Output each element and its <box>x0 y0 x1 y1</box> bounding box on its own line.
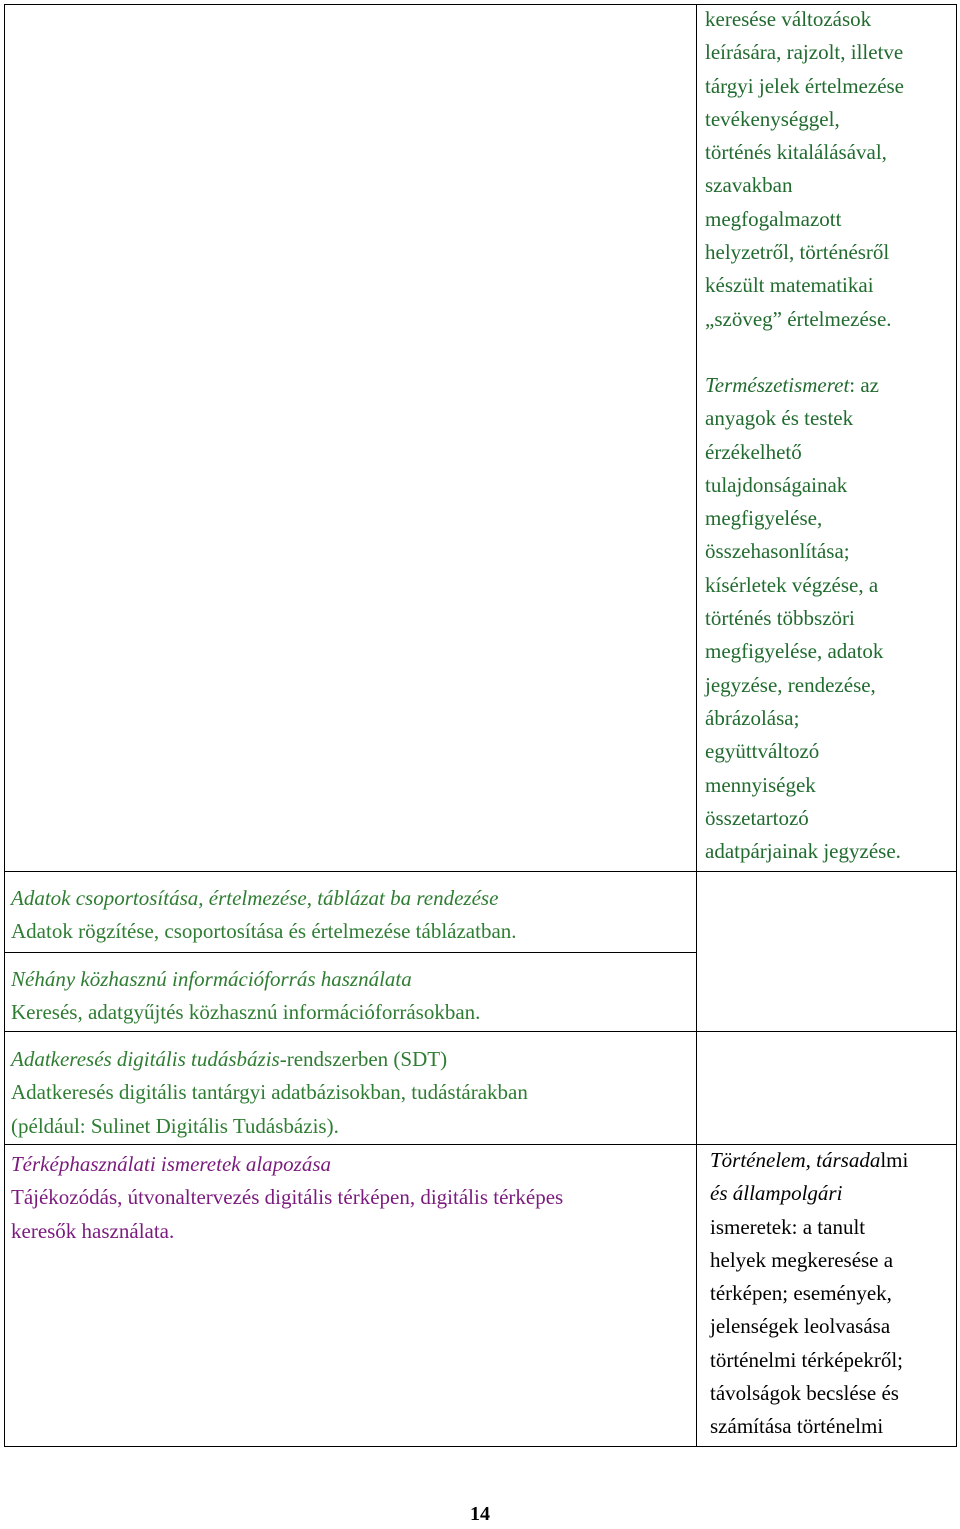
history-heading-line-2: és állampolgári <box>710 1181 843 1206</box>
text-line: megfigyelése, adatok <box>705 639 884 664</box>
text-line: történés többszöri <box>705 606 855 631</box>
block-digital-knowledge-base <box>11 1043 528 1143</box>
text-line: jelenségek leolvasása <box>710 1314 891 1339</box>
block-data-grouping <box>11 882 517 949</box>
block-title: Adatok csoportosítása, értelmezése, táblázat ba rendezése <box>11 886 499 910</box>
text-line: ismeretek: a tanult <box>710 1214 866 1239</box>
text-line: történés kitalálásával, <box>705 140 887 165</box>
block-text: Adatok rögzítése, csoportosítása és értelmezése táblázatban. <box>11 919 517 944</box>
science-description <box>705 369 901 868</box>
text-line: leírására, rajzolt, illetve <box>705 40 904 65</box>
text-line: mennyiségek <box>705 772 816 797</box>
block-text: keresők használata. <box>11 1218 175 1243</box>
history-label-rest: lmi <box>880 1148 909 1172</box>
column-divider <box>696 4 697 1447</box>
text-line: készült matematikai <box>705 273 874 298</box>
text-line: történelmi térképekről; <box>710 1347 904 1372</box>
text-line: összehasonlítása; <box>705 539 850 564</box>
text-line: összetartozó <box>705 805 809 830</box>
text-line: „szöveg” értelmezése. <box>705 306 892 331</box>
text-line: megfigyelése, <box>705 506 823 531</box>
history-description <box>710 1144 908 1444</box>
row-divider-3 <box>4 1031 957 1032</box>
text-line: anyagok és testek <box>705 406 854 431</box>
table-border-left <box>4 4 5 1447</box>
history-heading-line-1 <box>710 1144 908 1177</box>
text-line: helyzetről, történésről <box>705 240 890 265</box>
block-title: Néhány közhasznú információforrás használata <box>11 967 412 991</box>
block-text: (például: Sulinet Digitális Tudásbázis). <box>11 1113 339 1138</box>
text-line: adatpárjainak jegyzése. <box>705 839 901 864</box>
text-line: térképen; események, <box>710 1281 892 1306</box>
block-text: Adatkeresés digitális tantárgyi adatbázisokban, tudástárakban <box>11 1080 528 1105</box>
text-line: tulajdonságainak <box>705 472 848 497</box>
text-line: megfogalmazott <box>705 206 842 231</box>
block-map-usage <box>11 1148 563 1248</box>
block-title <box>11 1043 528 1076</box>
science-label-rest: : az <box>849 373 880 397</box>
row-divider-1 <box>4 871 957 872</box>
text-line: kísérletek végzése, a <box>705 572 879 597</box>
text-line: ábrázolása; <box>705 705 800 730</box>
text-line: érzékelhető <box>705 439 802 464</box>
text-line: távolságok becslése és <box>710 1381 899 1406</box>
block-title-italic: Adatkeresés digitális tudásbázis <box>11 1047 280 1071</box>
text-line: tevékenységgel, <box>705 106 840 131</box>
text-line: tárgyi jelek értelmezése <box>705 73 905 98</box>
history-label: Történelem, társada <box>710 1148 881 1172</box>
block-title-rest: -rendszerben (SDT) <box>279 1047 448 1071</box>
math-description <box>705 3 904 336</box>
text-line: keresése változások <box>705 7 872 31</box>
block-text: Keresés, adatgyűjtés közhasznú információforrásokban. <box>11 1000 481 1025</box>
text-line: számítása történelmi <box>710 1414 884 1439</box>
text-line: szavakban <box>705 173 793 198</box>
page-number: 14 <box>470 1503 490 1525</box>
table-border-bottom <box>4 1446 957 1447</box>
science-heading-line <box>705 369 901 402</box>
block-title: Térképhasználati ismeretek alapozása <box>11 1152 332 1176</box>
table-border-right <box>956 4 957 1447</box>
block-info-sources <box>11 963 480 1030</box>
text-line: együttváltozó <box>705 739 820 764</box>
row-divider-2 <box>4 952 697 953</box>
text-line: jegyzése, rendezése, <box>705 672 876 697</box>
block-text: Tájékozódás, útvonaltervezés digitális térképen, digitális térképes <box>11 1185 564 1210</box>
science-label: Természetismeret <box>705 373 850 397</box>
text-line: helyek megkeresése a <box>710 1247 894 1272</box>
